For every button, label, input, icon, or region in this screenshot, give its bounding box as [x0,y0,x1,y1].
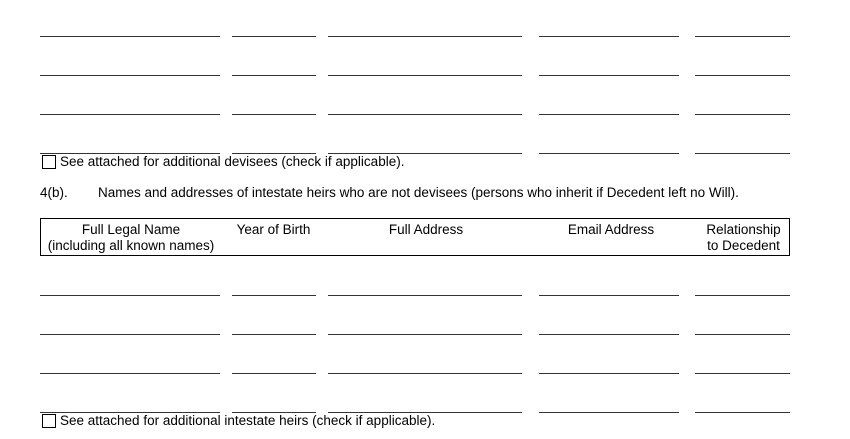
relationship-field[interactable] [695,373,790,374]
name-field[interactable] [40,75,220,76]
additional-devisees-checkbox[interactable] [42,155,56,169]
year-of-birth-field[interactable] [232,114,316,115]
additional-devisees-label: See attached for additional devisees (check if applicable). [60,154,405,169]
header-name-line-1: Full Legal Name [81,222,181,237]
header-relationship-line-2: to Decedent [707,238,780,253]
year-of-birth-field[interactable] [232,36,316,37]
address-field[interactable] [328,334,522,335]
year-of-birth-field[interactable] [232,75,316,76]
heirs-table-header [40,218,790,256]
section-title: Names and addresses of intestate heirs who are not devisees (persons who inherit if Decedent left no Will). [98,185,739,200]
header-email-address: Email Address [567,222,655,237]
email-field[interactable] [539,153,679,154]
email-field[interactable] [539,412,679,413]
section-number: 4(b). [40,185,68,200]
header-name-line-2: (including all known names) [47,238,215,253]
address-field[interactable] [328,295,522,296]
name-field[interactable] [40,36,220,37]
additional-heirs-label: See attached for additional intestate heirs (check if applicable). [60,413,436,428]
header-year-of-birth: Year of Birth [236,222,311,237]
address-field[interactable] [328,114,522,115]
address-field[interactable] [328,75,522,76]
relationship-field[interactable] [695,153,790,154]
year-of-birth-field[interactable] [232,334,316,335]
additional-heirs-checkbox[interactable] [42,414,56,428]
year-of-birth-field[interactable] [232,373,316,374]
email-field[interactable] [539,373,679,374]
name-field[interactable] [40,295,220,296]
relationship-field[interactable] [695,295,790,296]
relationship-field[interactable] [695,36,790,37]
email-field[interactable] [539,75,679,76]
email-field[interactable] [539,334,679,335]
email-field[interactable] [539,295,679,296]
name-field[interactable] [40,334,220,335]
name-field[interactable] [40,114,220,115]
header-full-legal-name [41,222,221,254]
header-full-address: Full Address [388,222,464,237]
header-relationship-line-1: Relationship [706,222,781,237]
relationship-field[interactable] [695,334,790,335]
year-of-birth-field[interactable] [232,295,316,296]
address-field[interactable] [328,373,522,374]
email-field[interactable] [539,36,679,37]
address-field[interactable] [328,36,522,37]
relationship-field[interactable] [695,412,790,413]
header-relationship [696,222,791,254]
section-4b-heading [40,185,739,200]
name-field[interactable] [40,373,220,374]
email-field[interactable] [539,114,679,115]
relationship-field[interactable] [695,75,790,76]
relationship-field[interactable] [695,114,790,115]
